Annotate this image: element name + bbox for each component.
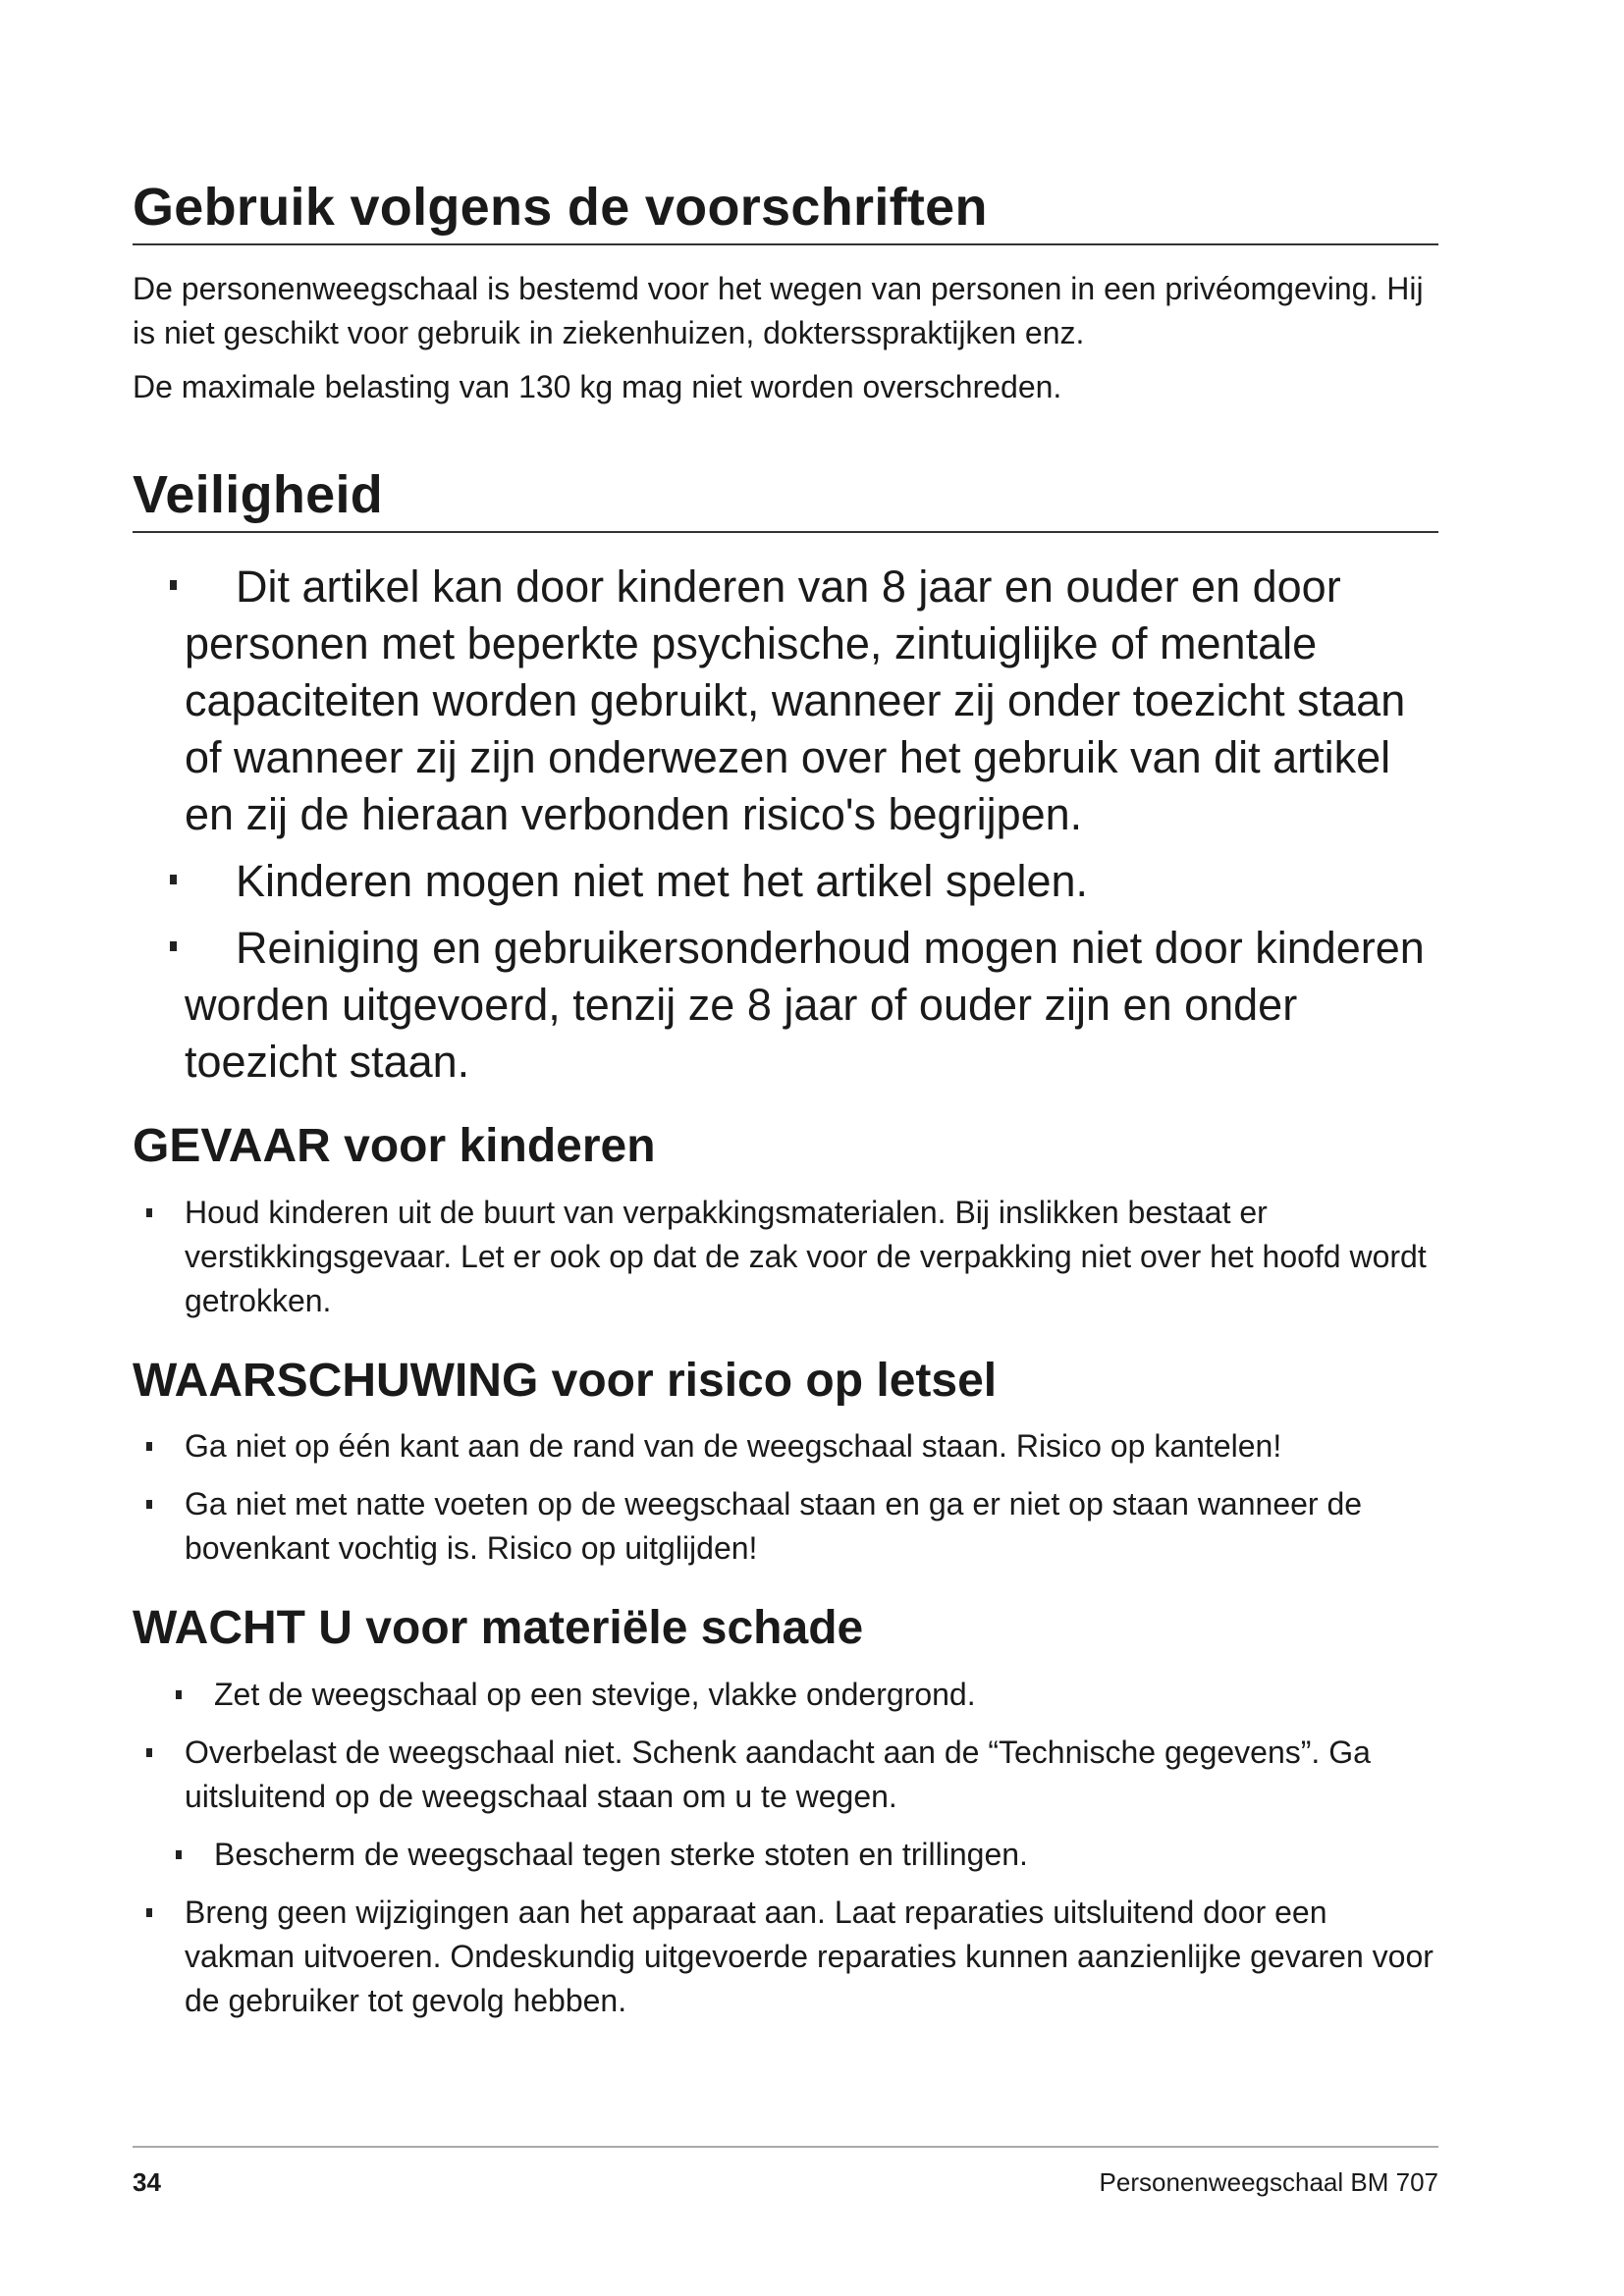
danger-list	[133, 1191, 1438, 1323]
bullet-icon	[146, 1908, 152, 1917]
max-load-paragraph: De maximale belasting van 130 kg mag niet worden overschreden.	[133, 369, 1062, 405]
intended-use-paragraph: De personenweegschaal is bestemd voor het wegen van personen in een privéomgeving. Hij is niet geschikt voor gebruik in ziekenhuizen, doktersspraktijken enz.	[133, 271, 1424, 351]
intended-use-text	[133, 267, 1438, 409]
section-title-intended-use: Gebruik volgens de voorschriften	[133, 177, 1438, 245]
list-item: Houd kinderen uit de buurt van verpakkingsmaterialen. Bij inslikken bestaat er verstikkingsgevaar. Let er ook op dat de zak voor de verpakking niet over het hoofd wordt getrokken.	[133, 1191, 1438, 1323]
bullet-icon	[170, 875, 177, 884]
bullet-icon	[170, 941, 177, 951]
section-title-warning-injury: WAARSCHUWING voor risico op letsel	[133, 1354, 998, 1407]
list-item: Breng geen wijzigingen aan het apparaat aan. Laat reparaties uitsluitend door een vakman uitvoeren. Ondeskundig uitgevoerde reparaties kunnen aanzienlijke gevaren voor de gebruiker tot gevolg hebben.	[133, 1891, 1438, 2023]
list-item: Overbelast de weegschaal niet. Schenk aandacht aan de “Technische gegevens”. Ga uitsluitend op de weegschaal staan om u te wegen.	[133, 1731, 1438, 1819]
bullet-icon	[176, 1850, 182, 1859]
bullet-icon	[146, 1748, 152, 1757]
product-name: Personenweegschaal BM 707	[1099, 2167, 1438, 2197]
list-item: Reiniging en gebruikersonderhoud mogen niet door kinderen worden uitgevoerd, tenzij ze 8 jaar of ouder zijn en onder toezicht staan.	[133, 920, 1438, 1091]
bullet-icon	[170, 580, 177, 590]
list-item: Dit artikel kan door kinderen van 8 jaar en ouder en door personen met beperkte psychische, zintuiglijke of mentale capaciteiten worden gebruikt, wanneer zij onder toezicht staan of wanneer zij zijn onderwezen over het gebruik van dit artikel en zij de hieraan verbonden risico's begrijpen.	[133, 559, 1438, 843]
bullet-icon	[146, 1442, 152, 1451]
page-content	[133, 177, 1438, 2037]
page-number: 34	[133, 2167, 161, 2197]
section-title-danger-children: GEVAAR voor kinderen	[133, 1120, 656, 1173]
bullet-icon	[176, 1690, 182, 1699]
list-item: Bescherm de weegschaal tegen sterke stoten en trillingen.	[133, 1833, 1438, 1877]
warning-list	[133, 1424, 1438, 1571]
caution-list	[133, 1673, 1438, 2023]
list-item: Zet de weegschaal op een stevige, vlakke ondergrond.	[133, 1673, 1438, 1717]
page-footer	[133, 2146, 1438, 2198]
list-item: Ga niet met natte voeten op de weegschaal staan en ga er niet op staan wanneer de bovenkant vochtig is. Risico op uitglijden!	[133, 1482, 1438, 1571]
list-item: Ga niet op één kant aan de rand van de weegschaal staan. Risico op kantelen!	[133, 1424, 1438, 1468]
list-item: Kinderen mogen niet met het artikel spelen.	[133, 853, 1438, 910]
bullet-icon	[146, 1500, 152, 1509]
section-title-caution-damage: WACHT U voor materiële schade	[133, 1602, 864, 1655]
bullet-icon	[146, 1208, 152, 1217]
section-title-safety: Veiligheid	[133, 464, 1438, 533]
safety-list	[133, 559, 1438, 1091]
